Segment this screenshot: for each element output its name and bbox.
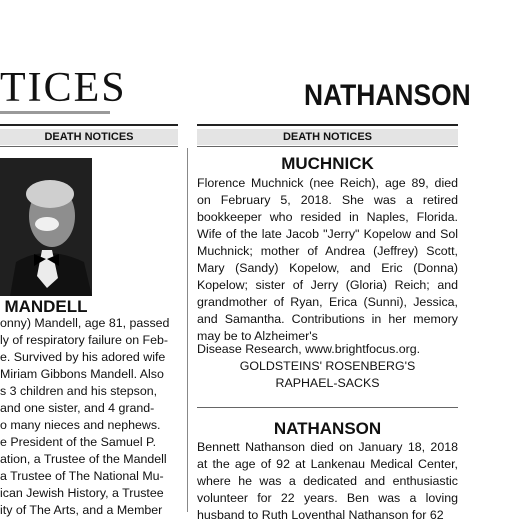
portrait-image (0, 158, 92, 296)
text-line: ly of respiratory failure on Feb- (0, 333, 169, 347)
text-line: a Trustee of The National Mu- (0, 469, 164, 483)
right-section-label: DEATH NOTICES (197, 129, 458, 145)
left-section-label: DEATH NOTICES (0, 129, 178, 145)
text-line: o many nieces and nephews. (0, 418, 161, 432)
right-masthead: NATHANSON (304, 79, 471, 112)
funeral-home-line-1: GOLDSTEINS' ROSENBERG'S (239, 359, 416, 373)
obituary-body-mandell (0, 315, 180, 519)
left-masthead: TICES (0, 65, 127, 111)
obituary-last-line-muchnick: Disease Research, www.brightfocus.org. (197, 342, 421, 356)
text-line: s 3 children and his stepson, (0, 384, 158, 398)
text-line: ican Jewish History, a Trustee (0, 486, 164, 500)
obituary-body-muchnick: Florence Muchnick (nee Reich), age 89, died on February 5, 2018. She was a retired bookkeeper who resided in Naples, Florida. Wife of the late Jacob "Jerry" Kopelow and Sol Muchnick; mother of Andrea (Jeffrey) Scott, Mary (Sandy) Kopelow, and Eric (Donna) Kopelow; sister of Jerry (Gloria) Reich; and grandmother of Ryan, Erica (Sunni), Jessica, and Samantha. Contributions in her memory may be to Alzheimer's (197, 176, 458, 343)
obituary-name-muchnick: MUCHNICK (281, 154, 374, 173)
portrait-photo (0, 158, 92, 296)
text-line: onny) Mandell, age 81, passed (0, 316, 170, 330)
left-top-rule (0, 124, 178, 126)
obituary-body-nathanson: Bennett Nathanson died on January 18, 2018 at the age of 92 at Lankenau Medical Center, where he was a dedicated and enthusiastic volunteer for 22 years. Ben was a loving husband to Ruth Loventhal Nathanson for 62 (197, 440, 458, 522)
text-line: Miriam Gibbons Mandell. Also (0, 367, 164, 381)
obituary-name-nathanson: NATHANSON (273, 419, 382, 438)
right-section-rule (197, 146, 458, 147)
text-line: ation, a Trustee of the Mandell (0, 452, 167, 466)
left-section-rule (0, 146, 178, 147)
obituary-name-mandell: MANDELL (4, 297, 88, 316)
column-separator (187, 148, 188, 512)
masthead-underline (0, 111, 110, 114)
funeral-home-line-2: RAPHAEL-SACKS (275, 376, 380, 390)
obituary-divider (197, 407, 458, 408)
text-line: and one sister, and 4 grand- (0, 401, 155, 415)
text-line: e President of the Samuel P. (0, 435, 157, 449)
right-top-rule (197, 124, 458, 126)
text-line: e. Survived by his adored wife (0, 350, 166, 364)
text-line: ity of The Arts, and a Member (0, 503, 163, 517)
